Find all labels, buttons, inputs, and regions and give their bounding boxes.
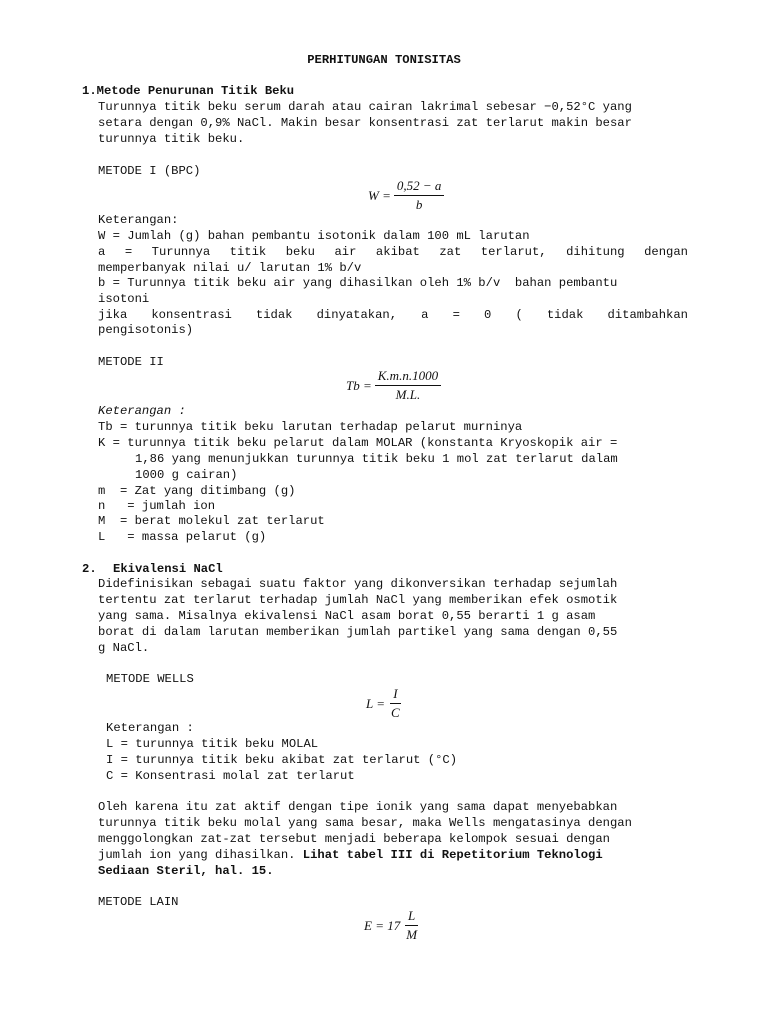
method-1-note: W = Jumlah (g) bahan pembantu isotonik dalam 100 mL larutan [98,229,530,243]
method-wells-note: I = turunnya titik beku akibat zat terlarut (°C) [106,753,458,767]
method-2-note: L = massa pelarut (g) [98,530,267,544]
formula-bpc-numerator: 0,52 − a [394,178,445,196]
section-2-intro-line: g NaCl. [98,641,150,655]
formula-wells-lhs: L = [366,695,386,711]
method-2-note: Tb = turunnya titik beku larutan terhadap pelarut murninya [98,420,523,434]
method-1-note: jika konsentrasi tidak dinyatakan, a = 0 ( tidak ditambahkan [98,308,688,322]
formula-bpc-denominator: b [415,197,423,212]
reference-note: Lihat tabel III di Repetitorium Teknologi [302,848,603,862]
formula-lain-numerator: L [405,908,418,926]
method-1-note: pengisotonis) [98,323,194,337]
formula-tb-numerator: K.m.n.1000 [375,368,441,386]
section-2-paragraph-line [98,847,603,863]
section-1-intro-line: Turunnya titik beku serum darah atau cairan lakrimal sebesar −0,52°C yang [98,100,632,114]
method-wells-note: C = Konsentrasi molal zat terlarut [106,769,355,783]
method-wells-keterangan-label: Keterangan : [106,721,194,735]
method-2-note: 1,86 yang menunjukkan turunnya titik beku 1 mol zat terlarut dalam [135,452,618,466]
reference-note-continued: Sediaan Steril, hal. 15. [98,864,274,878]
page-title: PERHITUNGAN TONISITAS [307,53,461,67]
formula-lain [364,908,420,943]
section-2-paragraph-line: menggolongkan zat-zat tersebut menjadi beberapa kelompok sesuai dengan [98,832,610,846]
formula-tb [346,368,441,403]
method-2-note: n = jumlah ion [98,499,216,513]
method-1-keterangan-label: Keterangan: [98,213,179,227]
section-2-heading: Ekivalensi NaCl [113,562,223,576]
method-2-label: METODE II [98,355,164,369]
method-1-label: METODE I (BPC) [98,164,201,178]
formula-wells [366,686,403,721]
section-2-intro-line: tertentu zat terlarut terhadap jumlah NaCl yang memberikan efek osmotik [98,593,618,607]
section-2-intro-line: Didefinisikan sebagai suatu faktor yang dikonversikan terhadap sejumlah [98,577,618,591]
section-2-intro-line: yang sama. Misalnya ekivalensi NaCl asam borat 0,55 berarti 1 g asam [98,609,596,623]
method-1-note: b = Turunnya titik beku air yang dihasilkan oleh 1% b/v bahan pembantu [98,276,618,290]
method-1-note: memperbanyak nilai u/ larutan 1% b/v [98,261,362,275]
formula-bpc-lhs: W = [368,187,391,203]
formula-tb-lhs: Tb = [346,377,372,393]
formula-bpc [368,178,444,213]
method-2-note: m = Zat yang ditimbang (g) [98,484,296,498]
method-2-note: K = turunnya titik beku pelarut dalam MOLAR (konstanta Kryoskopik air = [98,436,618,450]
method-1-note: a = Turunnya titik beku air akibat zat terlarut, dihitung dengan [98,245,688,259]
formula-wells-denominator: C [391,705,400,720]
section-1-heading: 1.Metode Penurunan Titik Beku [82,84,295,98]
section-1-intro-line: turunnya titik beku. [98,132,245,146]
section-2-paragraph-text: jumlah ion yang dihasilkan. [98,848,303,862]
formula-lain-denominator: M [406,927,418,942]
formula-lain-lhs: E = 17 [364,917,401,933]
section-2-paragraph-line: Oleh karena itu zat aktif dengan tipe ionik yang sama dapat menyebabkan [98,800,618,814]
method-2-keterangan-label: Keterangan : [98,404,186,418]
section-1-intro-line: setara dengan 0,9% NaCl. Makin besar konsentrasi zat terlarut makin besar [98,116,632,130]
method-lain-label: METODE LAIN [98,895,179,909]
section-2-intro-line: borat di dalam larutan memberikan jumlah partikel yang sama dengan 0,55 [98,625,618,639]
method-2-note: 1000 g cairan) [135,468,238,482]
method-2-note: M = berat molekul zat terlarut [98,514,325,528]
formula-wells-numerator: I [390,686,400,704]
formula-tb-denominator: M.L. [395,387,421,402]
method-wells-note: L = turunnya titik beku MOLAL [106,737,319,751]
section-2-number: 2. [82,562,97,576]
method-1-note: isotoni [98,292,150,306]
method-wells-label: METODE WELLS [106,672,194,686]
section-2-paragraph-line: turunnya titik beku molal yang sama besar, maka Wells mengatasinya dengan [98,816,632,830]
